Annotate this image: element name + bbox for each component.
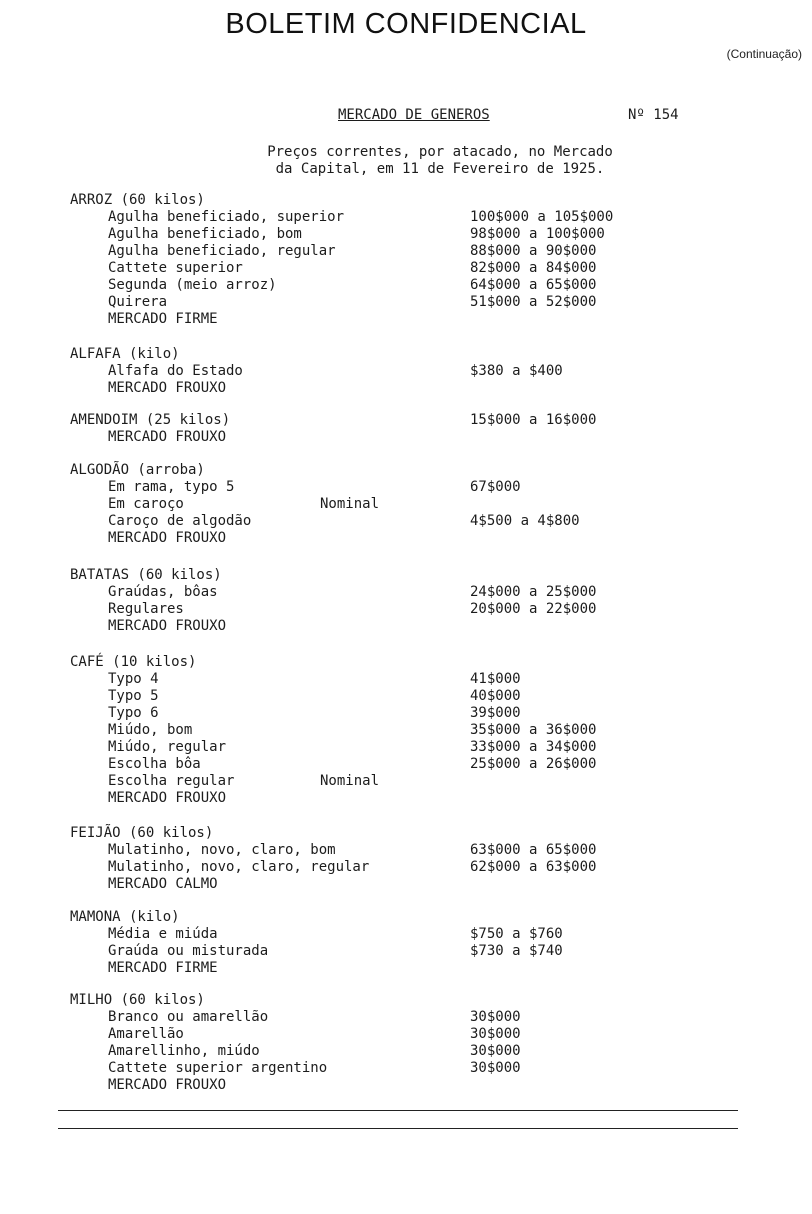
item-name: Em rama, typo 5 bbox=[108, 479, 235, 495]
item-name: Alfafa do Estado bbox=[108, 363, 243, 379]
item-name: Em caroço bbox=[108, 496, 184, 512]
item-name: Mulatinho, novo, claro, regular bbox=[108, 859, 370, 875]
item-price: 40$000 bbox=[470, 688, 521, 704]
item-name: Miúdo, bom bbox=[108, 722, 193, 738]
item-name: Miúdo, regular bbox=[108, 739, 227, 755]
item-price: 30$000 bbox=[470, 1060, 521, 1076]
item-note: Nominal bbox=[320, 496, 380, 512]
item-name: Agulha beneficiado, regular bbox=[108, 243, 336, 259]
commodity-heading: FEIJÃO (60 kilos) bbox=[70, 825, 214, 841]
item-price: 64$000 a 65$000 bbox=[470, 277, 597, 293]
item-name: Graúda ou misturada bbox=[108, 943, 269, 959]
item-name: Graúdas, bôas bbox=[108, 584, 218, 600]
item-price: 30$000 bbox=[470, 1026, 521, 1042]
item-price: 15$000 a 16$000 bbox=[470, 412, 597, 428]
bulletin-number: Nº 154 bbox=[628, 107, 679, 123]
item-price: 67$000 bbox=[470, 479, 521, 495]
item-price: 30$000 bbox=[470, 1009, 521, 1025]
intro-line: da Capital, em 11 de Fevereiro de 1925. bbox=[275, 161, 605, 177]
market-status: MERCADO FIRME bbox=[108, 960, 218, 976]
item-price: 25$000 a 26$000 bbox=[470, 756, 597, 772]
item-price: 30$000 bbox=[470, 1043, 521, 1059]
item-price: $730 a $740 bbox=[470, 943, 563, 959]
item-price: 100$000 a 105$000 bbox=[470, 209, 614, 225]
commodity-heading: ALGODÃO (arroba) bbox=[70, 462, 205, 478]
item-price: 88$000 a 90$000 bbox=[470, 243, 597, 259]
item-price: 39$000 bbox=[470, 705, 521, 721]
item-price: 33$000 a 34$000 bbox=[470, 739, 597, 755]
commodity-heading: MAMONA (kilo) bbox=[70, 909, 180, 925]
market-status: MERCADO FIRME bbox=[108, 311, 218, 327]
commodity-heading: MILHO (60 kilos) bbox=[70, 992, 205, 1008]
item-price: 4$500 a 4$800 bbox=[470, 513, 580, 529]
item-price: 82$000 a 84$000 bbox=[470, 260, 597, 276]
item-name: Quirera bbox=[108, 294, 168, 310]
section-title: MERCADO DE GENEROS bbox=[338, 107, 490, 123]
bulletin-title: BOLETIM CONFIDENCIAL bbox=[225, 8, 587, 40]
item-name: Amarellão bbox=[108, 1026, 184, 1042]
item-price: 24$000 a 25$000 bbox=[470, 584, 597, 600]
item-name: Mulatinho, novo, claro, bom bbox=[108, 842, 336, 858]
item-price: $380 a $400 bbox=[470, 363, 563, 379]
item-name: Caroço de algodão bbox=[108, 513, 252, 529]
market-status: MERCADO FROUXO bbox=[108, 1077, 227, 1093]
item-price: 62$000 a 63$000 bbox=[470, 859, 597, 875]
item-name: Branco ou amarellão bbox=[108, 1009, 269, 1025]
market-status: MERCADO FROUXO bbox=[108, 790, 227, 806]
item-name: Média e miúda bbox=[108, 926, 218, 942]
item-name: Escolha bôa bbox=[108, 756, 201, 772]
market-status: MERCADO CALMO bbox=[108, 876, 218, 892]
market-status: MERCADO FROUXO bbox=[108, 429, 227, 445]
market-status: MERCADO FROUXO bbox=[108, 618, 227, 634]
item-name: Agulha beneficiado, bom bbox=[108, 226, 302, 242]
commodity-heading: CAFÉ (10 kilos) bbox=[70, 654, 197, 670]
commodity-heading: BATATAS (60 kilos) bbox=[70, 567, 222, 583]
item-price: 63$000 a 65$000 bbox=[470, 842, 597, 858]
item-name: Cattete superior bbox=[108, 260, 243, 276]
commodity-heading: ALFAFA (kilo) bbox=[70, 346, 180, 362]
divider-line bbox=[58, 1110, 738, 1111]
item-name: Cattete superior argentino bbox=[108, 1060, 328, 1076]
item-name: Escolha regular bbox=[108, 773, 235, 789]
market-status: MERCADO FROUXO bbox=[108, 530, 227, 546]
item-name: Typo 5 bbox=[108, 688, 159, 704]
item-price: $750 a $760 bbox=[470, 926, 563, 942]
item-note: Nominal bbox=[320, 773, 380, 789]
item-price: 51$000 a 52$000 bbox=[470, 294, 597, 310]
item-name: Typo 6 bbox=[108, 705, 159, 721]
item-name: Amarellinho, miúdo bbox=[108, 1043, 260, 1059]
item-price: 35$000 a 36$000 bbox=[470, 722, 597, 738]
item-name: Segunda (meio arroz) bbox=[108, 277, 277, 293]
item-price: 20$000 a 22$000 bbox=[470, 601, 597, 617]
continuation-note: (Continuação) bbox=[726, 47, 802, 61]
intro-line: Preços correntes, por atacado, no Mercado bbox=[267, 144, 613, 160]
item-name: Regulares bbox=[108, 601, 184, 617]
divider-line bbox=[58, 1128, 738, 1129]
commodity-heading: AMENDOIM (25 kilos) bbox=[70, 412, 231, 428]
intro-text bbox=[220, 144, 660, 178]
item-price: 98$000 a 100$000 bbox=[470, 226, 605, 242]
item-price: 41$000 bbox=[470, 671, 521, 687]
market-status: MERCADO FROUXO bbox=[108, 380, 227, 396]
commodity-heading: ARROZ (60 kilos) bbox=[70, 192, 205, 208]
item-name: Typo 4 bbox=[108, 671, 159, 687]
item-name: Agulha beneficiado, superior bbox=[108, 209, 345, 225]
